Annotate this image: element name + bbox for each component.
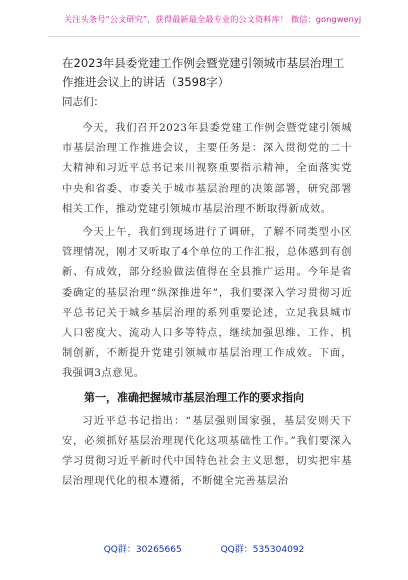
paragraph: 今天上午，我们到现场进行了调研，了解不同类型小区管理情况，刚才又听取了4个单位的工作汇报，总体感到有创新、有成效，部分经验做法值得在全县推广运用。今年是省委确定的基层治理“纵深推进年”，我们要深入学习贯彻习近平总书记关于城乡基层治理的系列重要论述，立足我县城市人口密度大、流动人口多等特点，继续加强思维、工作、机制创新，不断提升党建引领城市基层治理工作成效。下面，我强调3点意见。	[62, 227, 352, 380]
paragraph: 今天，我们召开2023年县委党建工作例会暨党建引领城市基层治理工作推进会议，主要任务是：深入贯彻党的二十大精神和习近平总书记来川视察重要指示精神，全面落实党中央和省委、市委关于城市基层治理的决策部署，研究部署相关工作，推动党建引领城市基层治理不断取得新成效。	[62, 123, 352, 215]
paragraph: 习近平总书记指出：“基层强则国家强，基层安则天下安，必须抓好基层治理现代化这项基础性工作。”我们要深入学习贯彻习近平新时代中国特色社会主义思想，切实把牢基层治理现代化的根本遵循，不断健全完善基层治	[62, 415, 352, 488]
document-title: 在2023年县委党建工作例会暨党建引领城市基层治理工作推进会议上的讲话（3598字）	[62, 56, 345, 89]
footer-qq-group-1: QQ群：30265665	[103, 545, 182, 555]
header-divider	[48, 36, 360, 37]
salutation: 同志们：	[62, 96, 104, 108]
footer	[0, 542, 408, 555]
header-banner: 关注头条号“公文研究”，获得最新最全最专业的公文资料库！ 微信：gongwenyj	[64, 14, 362, 24]
document-body	[62, 54, 352, 495]
footer-qq-group-2: QQ群：535304092	[220, 545, 305, 555]
section-heading: 第一，准确把握城市基层治理工作的要求指向	[84, 390, 304, 404]
